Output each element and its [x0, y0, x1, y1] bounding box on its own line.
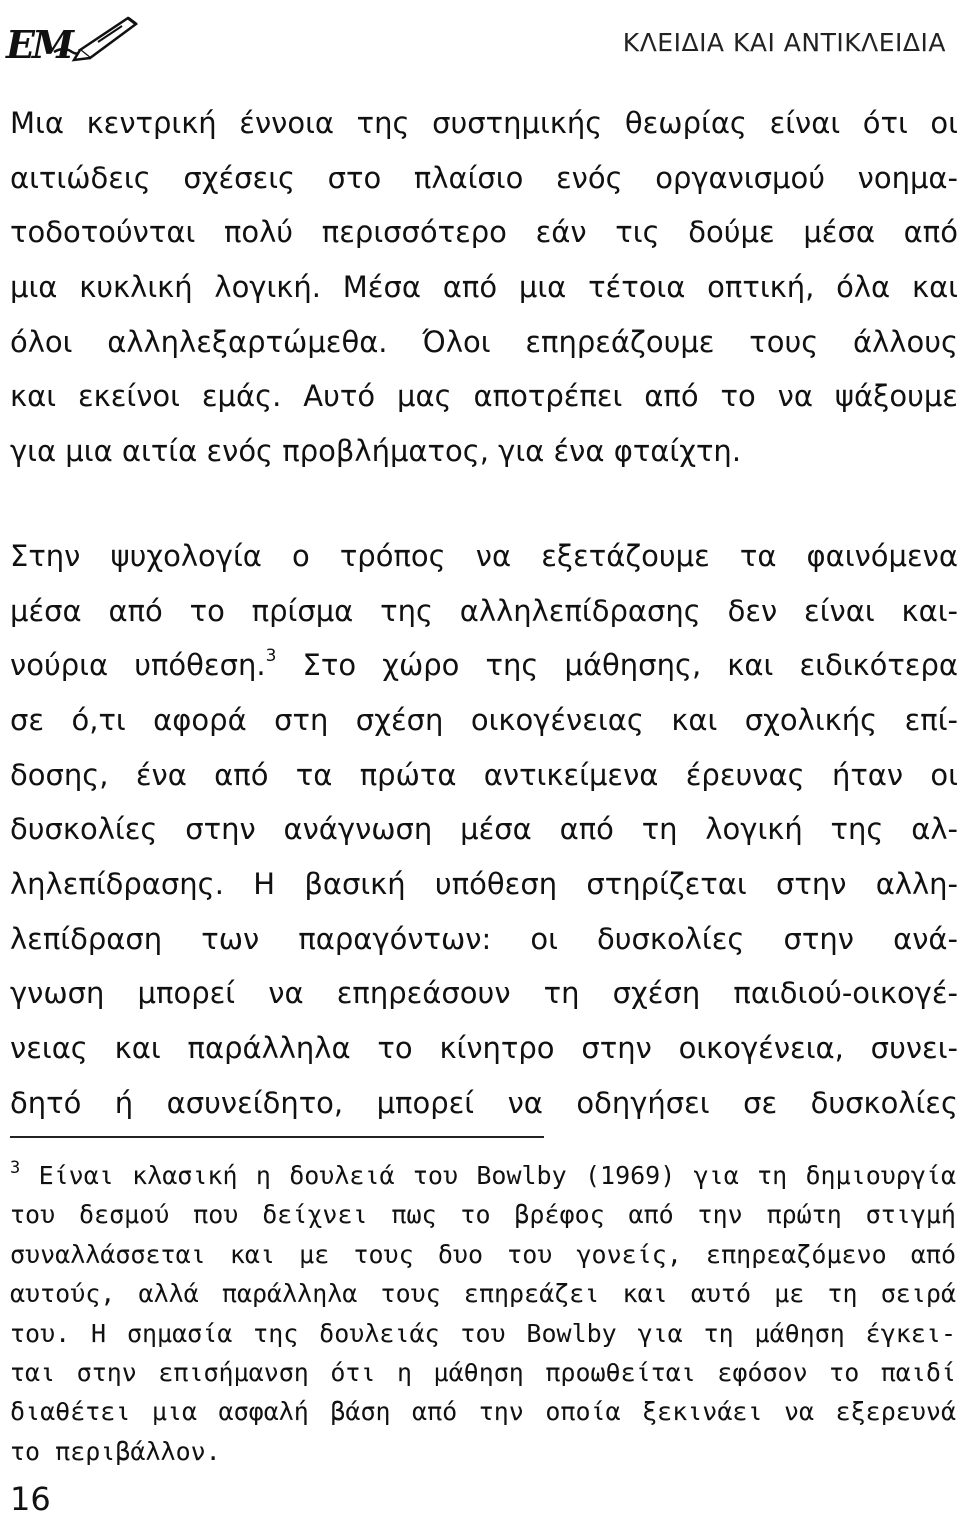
footnote-line: ται στην επισήμανση ότι η μάθηση προωθείται εφόσον το παιδί	[10, 1357, 956, 1387]
logo-text: ΕΜ	[6, 22, 72, 67]
footnote-line: διαθέτει μια ασφαλή βάση από την οποία ξεκινάει να εξερευνά	[10, 1397, 956, 1427]
footnote-line: συναλλάσσεται και με τους δυο του γονείς, επηρεαζόμενο από	[10, 1239, 956, 1269]
text-line	[10, 638, 958, 693]
text-segment: Είναι κλασική η δουλειά του Bowlby (1969) για τη δημιουργία	[20, 1161, 956, 1190]
text-line: δητό ή ασυνείδητο, μπορεί να οδηγήσει σε δυσκολίες	[10, 1085, 958, 1120]
text-line: μέσα από το πρίσμα της αλληλεπίδρασης δεν είναι και-	[10, 593, 958, 628]
footnote-line	[10, 1156, 956, 1195]
text-line: σε ό,τι αφορά στη σχέση οικογένειας και σχολικής επί-	[10, 702, 958, 737]
text-line: Στην ψυχολογία ο τρόπος να εξετάζουμε τα φαινόμενα	[10, 538, 958, 573]
text-segment: νούρια υπόθεση.	[10, 648, 266, 683]
text-line: για μια αιτία ενός προβλήματος, για ένα φταίχτη.	[10, 434, 742, 469]
footnote	[10, 1156, 956, 1471]
text-line: ληλεπίδρασης. Η βασική υπόθεση στηρίζεται στην αλλη-	[10, 866, 958, 901]
text-line: τοδοτούνται πολύ περισσότερο εάν τις δούμε μέσα από	[10, 215, 958, 250]
page-header	[0, 0, 960, 80]
paragraph-1	[10, 96, 958, 479]
text-line: όλοι αλληλεξαρτώμεθα. Όλοι επηρεάζουμε τους άλλους	[10, 324, 958, 359]
text-line: Μια κεντρική έννοια της συστημικής θεωρίας είναι ότι οι	[10, 106, 958, 140]
main-text	[10, 96, 958, 1130]
footnote-separator	[10, 1136, 544, 1138]
fountain-pen-icon	[50, 12, 146, 68]
footnote-line: το περιβάλλον.	[10, 1436, 221, 1466]
footnote-line: αυτούς, αλλά παράλληλα τους επηρεάζει και αυτό με τη σειρά	[10, 1279, 956, 1309]
text-line: αιτιώδεις σχέσεις στο πλαίσιο ενός οργανισμού νοημα-	[10, 160, 958, 195]
footnote-line: του δεσμού που δείχνει πως το βρέφος από την πρώτη στιγμή	[10, 1200, 956, 1230]
paragraph-2	[10, 529, 958, 1131]
text-line: δοσης, ένα από τα πρώτα αντικείμενα έρευνας ήταν οι	[10, 757, 958, 792]
text-line: γνωση μπορεί να επηρεάσουν τη σχέση παιδιού-οικογέ-	[10, 976, 958, 1011]
text-line: μια κυκλική λογική. Μέσα από μια τέτοια οπτική, όλα και	[10, 270, 958, 305]
text-line: νειας και παράλληλα το κίνητρο στην οικογένεια, συνει-	[10, 1031, 958, 1065]
text-line: δυσκολίες στην ανάγνωση μέσα από τη λογική της αλ-	[10, 812, 958, 847]
footnote-reference[interactable]: 3	[265, 645, 277, 666]
text-segment: Στο χώρο της μάθησης, και ειδικότερα	[276, 648, 958, 683]
footnote-line: του. Η σημασία της δουλειάς του Bowlby για τη μάθηση έγκει-	[10, 1318, 956, 1348]
text-line: λεπίδραση των παραγόντων: οι δυσκολίες στην ανά-	[10, 921, 958, 956]
footnote-marker: 3	[10, 1157, 21, 1178]
running-head: ΚΛΕΙΔΙΑ ΚΑΙ ΑΝΤΙΚΛΕΙΔΙΑ	[622, 28, 946, 57]
publisher-logo	[6, 12, 146, 72]
page-number: 16	[10, 1480, 51, 1518]
text-line: και εκείνοι εμάς. Αυτό μας αποτρέπει από το να ψάξουμε	[10, 379, 958, 414]
